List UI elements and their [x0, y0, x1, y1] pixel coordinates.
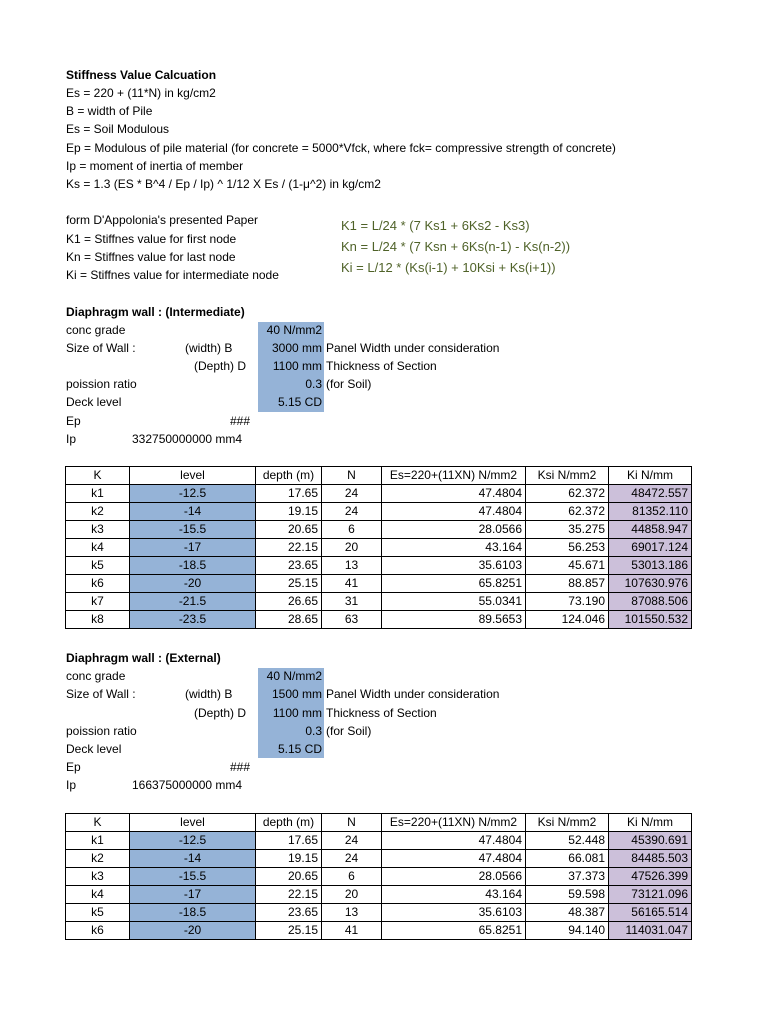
cell-level[interactable]: -18.5	[130, 904, 256, 922]
cell-level[interactable]: -17	[130, 886, 256, 904]
cell-ksi: 73.190	[526, 593, 609, 611]
col-header: depth (m)	[256, 814, 322, 832]
ip-label: Ip	[66, 778, 77, 792]
col-header: K	[66, 814, 130, 832]
cell-es: 43.164	[382, 539, 526, 557]
cell-level[interactable]: -15.5	[130, 521, 256, 539]
table-row	[66, 904, 692, 922]
cell-ki: 48472.557	[609, 485, 692, 503]
cell-depth: 26.65	[256, 593, 322, 611]
formula-k1: K1 = L/24 * (7 Ks1 + 6Ks2 - Ks3)	[341, 218, 530, 233]
col-header: Es=220+(11XN) N/mm2	[382, 467, 526, 485]
dappolonia-line: K1 = Stiffnes value for first node	[66, 232, 237, 246]
cell-ksi: 88.857	[526, 575, 609, 593]
ep-label: Ep	[66, 414, 81, 428]
table-row	[66, 886, 692, 904]
deck-label: Deck level	[66, 395, 122, 409]
deck-value[interactable]: 5.15 CD	[277, 742, 322, 756]
cell-n: 13	[322, 557, 382, 575]
cell-depth: 23.65	[256, 904, 322, 922]
size-label: Size of Wall :	[66, 341, 136, 355]
cell-ki: 81352.110	[609, 503, 692, 521]
cell-es: 65.8251	[382, 922, 526, 940]
depth-value[interactable]: 1100 mm	[272, 706, 322, 720]
dappolonia-line: Kn = Stiffnes value for last node	[66, 250, 236, 264]
ep-value: ###	[229, 414, 250, 428]
cell-level[interactable]: -17	[130, 539, 256, 557]
cell-ksi: 66.081	[526, 850, 609, 868]
intro-line: B = width of Pile	[66, 104, 153, 118]
poisson-label: poission ratio	[66, 724, 137, 738]
depth-note: Thickness of Section	[326, 359, 437, 373]
ep-label: Ep	[66, 760, 81, 774]
cell-k: k6	[66, 575, 130, 593]
col-header: Ki N/mm	[609, 814, 692, 832]
table-row	[66, 539, 692, 557]
cell-es: 47.4804	[382, 850, 526, 868]
width-label: (width) B	[185, 341, 233, 355]
cell-es: 89.5653	[382, 611, 526, 629]
section-title: Diaphragm wall : (Intermediate)	[66, 305, 245, 319]
table-row	[66, 922, 692, 940]
cell-n: 6	[322, 868, 382, 886]
cell-level[interactable]: -23.5	[130, 611, 256, 629]
depth-label: (Depth) D	[194, 359, 247, 373]
col-header: level	[130, 814, 256, 832]
cell-k: k5	[66, 557, 130, 575]
cell-level[interactable]: -21.5	[130, 593, 256, 611]
cell-ki: 101550.532	[609, 611, 692, 629]
cell-ki: 107630.976	[609, 575, 692, 593]
ip-label: Ip	[66, 432, 77, 446]
cell-ki: 44858.947	[609, 521, 692, 539]
cell-ksi: 35.275	[526, 521, 609, 539]
table-header-row	[66, 467, 692, 485]
cell-n: 24	[322, 485, 382, 503]
table-row	[66, 503, 692, 521]
cell-depth: 25.15	[256, 575, 322, 593]
col-header: K	[66, 467, 130, 485]
table-row	[66, 593, 692, 611]
cell-level[interactable]: -15.5	[130, 868, 256, 886]
cell-k: k2	[66, 503, 130, 521]
cell-ksi: 37.373	[526, 868, 609, 886]
conc-grade-value[interactable]: 40 N/mm2	[266, 323, 322, 337]
cell-es: 47.4804	[382, 485, 526, 503]
cell-ki: 47526.399	[609, 868, 692, 886]
ip-value: 166375000000 mm4	[132, 778, 243, 792]
cell-k: k6	[66, 922, 130, 940]
cell-n: 6	[322, 521, 382, 539]
poisson-value[interactable]: 0.3	[305, 377, 322, 391]
cell-n: 24	[322, 832, 382, 850]
poisson-note: (for Soil)	[326, 377, 372, 391]
cell-level[interactable]: -14	[130, 850, 256, 868]
cell-level[interactable]: -12.5	[130, 485, 256, 503]
width-note: Panel Width under consideration	[326, 341, 500, 355]
table-row	[66, 557, 692, 575]
width-label: (width) B	[185, 687, 233, 701]
document-title: Stiffness Value Calcuation	[66, 68, 217, 82]
deck-value[interactable]: 5.15 CD	[277, 395, 322, 409]
cell-k: k4	[66, 539, 130, 557]
cell-es: 28.0566	[382, 868, 526, 886]
cell-es: 55.0341	[382, 593, 526, 611]
depth-label: (Depth) D	[194, 706, 247, 720]
cell-depth: 25.15	[256, 922, 322, 940]
cell-ksi: 48.387	[526, 904, 609, 922]
col-header: N	[322, 814, 382, 832]
cell-ksi: 59.598	[526, 886, 609, 904]
cell-es: 43.164	[382, 886, 526, 904]
conc-grade-value[interactable]: 40 N/mm2	[266, 669, 322, 683]
deck-label: Deck level	[66, 742, 122, 756]
col-header: Ksi N/mm2	[526, 467, 609, 485]
stiffness-table-external	[65, 813, 692, 940]
size-label: Size of Wall :	[66, 687, 136, 701]
col-header: Ksi N/mm2	[526, 814, 609, 832]
table-row	[66, 611, 692, 629]
cell-depth: 17.65	[256, 832, 322, 850]
cell-n: 13	[322, 904, 382, 922]
width-value[interactable]: 3000 mm	[271, 341, 322, 355]
cell-n: 63	[322, 611, 382, 629]
table-row	[66, 521, 692, 539]
cell-ki: 53013.186	[609, 557, 692, 575]
cell-k: k1	[66, 832, 130, 850]
dappolonia-line: form D'Appolonia's presented Paper	[66, 213, 259, 227]
cell-es: 65.8251	[382, 575, 526, 593]
cell-n: 41	[322, 922, 382, 940]
cell-ksi: 62.372	[526, 503, 609, 521]
cell-depth: 23.65	[256, 557, 322, 575]
col-header: Ki N/mm	[609, 467, 692, 485]
cell-ki: 84485.503	[609, 850, 692, 868]
table-row	[66, 868, 692, 886]
cell-ki: 56165.514	[609, 904, 692, 922]
section-title: Diaphragm wall : (External)	[66, 651, 221, 665]
intro-line: Ip = moment of inertia of member	[66, 159, 244, 173]
cell-k: k4	[66, 886, 130, 904]
intro-line: Ks = 1.3 (ES * B^4 / Ep / Ip) ^ 1/12 X Es / (1-μ^2) in kg/cm2	[66, 177, 381, 191]
col-header: depth (m)	[256, 467, 322, 485]
cell-depth: 19.15	[256, 850, 322, 868]
ep-value: ###	[229, 760, 250, 774]
width-value[interactable]: 1500 mm	[271, 687, 322, 701]
table-row	[66, 850, 692, 868]
cell-depth: 19.15	[256, 503, 322, 521]
col-header: Es=220+(11XN) N/mm2	[382, 814, 526, 832]
poisson-note: (for Soil)	[326, 724, 372, 738]
cell-level[interactable]: -12.5	[130, 832, 256, 850]
cell-es: 35.6103	[382, 557, 526, 575]
cell-level[interactable]: -14	[130, 503, 256, 521]
cell-ksi: 62.372	[526, 485, 609, 503]
poisson-label: poission ratio	[66, 377, 137, 391]
cell-n: 41	[322, 575, 382, 593]
table-row	[66, 832, 692, 850]
stiffness-table-intermediate	[65, 466, 692, 629]
table-row	[66, 575, 692, 593]
cell-es: 28.0566	[382, 521, 526, 539]
cell-ksi: 124.046	[526, 611, 609, 629]
poisson-value[interactable]: 0.3	[305, 724, 322, 738]
cell-depth: 22.15	[256, 539, 322, 557]
intro-line: Es = Soil Modulous	[66, 122, 170, 136]
cell-es: 35.6103	[382, 904, 526, 922]
cell-k: k7	[66, 593, 130, 611]
cell-es: 47.4804	[382, 503, 526, 521]
cell-depth: 20.65	[256, 868, 322, 886]
cell-k: k1	[66, 485, 130, 503]
cell-ksi: 56.253	[526, 539, 609, 557]
cell-ki: 114031.047	[609, 922, 692, 940]
intro-line: Es = 220 + (11*N) in kg/cm2	[66, 86, 216, 100]
cell-n: 20	[322, 539, 382, 557]
depth-note: Thickness of Section	[326, 706, 437, 720]
cell-k: k2	[66, 850, 130, 868]
cell-ki: 45390.691	[609, 832, 692, 850]
cell-level[interactable]: -18.5	[130, 557, 256, 575]
cell-ki: 73121.096	[609, 886, 692, 904]
cell-n: 31	[322, 593, 382, 611]
cell-ki: 87088.506	[609, 593, 692, 611]
ip-value: 332750000000 mm4	[132, 432, 243, 446]
depth-value[interactable]: 1100 mm	[272, 359, 322, 373]
cell-ksi: 45.671	[526, 557, 609, 575]
formula-kn: Kn = L/24 * (7 Ksn + 6Ks(n-1) - Ks(n-2))	[341, 239, 571, 254]
formula-ki: Ki = L/12 * (Ks(i-1) + 10Ksi + Ks(i+1))	[341, 260, 556, 275]
cell-depth: 28.65	[256, 611, 322, 629]
dappolonia-line: Ki = Stiffnes value for intermediate node	[66, 268, 279, 282]
conc-grade-label: conc grade	[66, 669, 126, 683]
col-header: level	[130, 467, 256, 485]
conc-grade-label: conc grade	[66, 323, 126, 337]
cell-depth: 20.65	[256, 521, 322, 539]
width-note: Panel Width under consideration	[326, 687, 500, 701]
table-header-row	[66, 814, 692, 832]
cell-level[interactable]: -20	[130, 922, 256, 940]
cell-n: 24	[322, 850, 382, 868]
cell-k: k5	[66, 904, 130, 922]
cell-n: 24	[322, 503, 382, 521]
col-header: N	[322, 467, 382, 485]
cell-ki: 69017.124	[609, 539, 692, 557]
cell-ksi: 52.448	[526, 832, 609, 850]
cell-ksi: 94.140	[526, 922, 609, 940]
table-row	[66, 485, 692, 503]
cell-level[interactable]: -20	[130, 575, 256, 593]
cell-n: 20	[322, 886, 382, 904]
cell-k: k3	[66, 521, 130, 539]
cell-depth: 17.65	[256, 485, 322, 503]
cell-depth: 22.15	[256, 886, 322, 904]
cell-es: 47.4804	[382, 832, 526, 850]
cell-k: k8	[66, 611, 130, 629]
cell-k: k3	[66, 868, 130, 886]
intro-line: Ep = Modulous of pile material (for concrete = 5000*Vfck, where fck= compressive strength of concrete)	[66, 141, 616, 155]
